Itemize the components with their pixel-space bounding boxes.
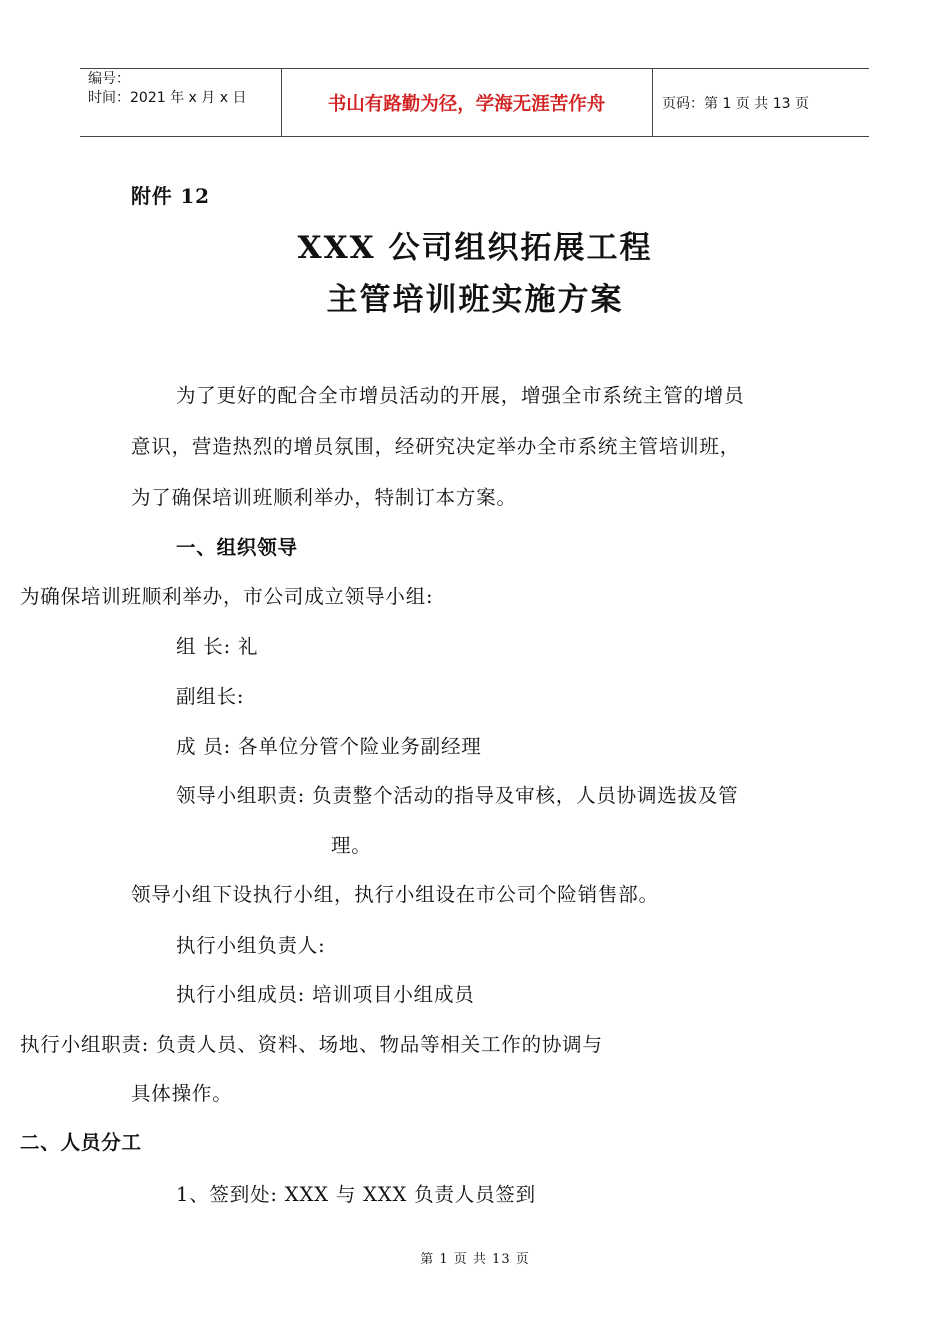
header-bottom-rule: [80, 136, 869, 137]
executive-group-head: 执行小组负责人:: [176, 934, 326, 957]
leadership-intro: 为确保培训班顺利举办，市公司成立领导小组:: [20, 585, 434, 608]
header-meta: [88, 70, 246, 108]
header-divider-right: [652, 68, 653, 136]
executive-group-members: 执行小组成员: 培训项目小组成员: [176, 983, 475, 1006]
document-title-line-2: 主管培训班实施方案: [326, 282, 624, 318]
leadership-duty-line-2: 理。: [331, 834, 372, 857]
intro-paragraph-line-1: 为了更好的配合全市增员活动的开展，增强全市系统主管的增员: [176, 384, 745, 407]
document-title-line-1: XXX 公司组织拓展工程: [297, 230, 653, 266]
group-members: 成 员: 各单位分管个险业务副经理: [176, 735, 482, 758]
header-motto: 书山有路勤为径，学海无涯苦作舟: [327, 94, 606, 115]
leadership-duty-line-1: 领导小组职责: 负责整个活动的指导及审核，人员协调选拔及管: [176, 784, 739, 807]
executive-duty-line-2: 具体操作。: [131, 1082, 233, 1105]
executive-group-note: 领导小组下设执行小组，执行小组设在市公司个险销售部。: [131, 883, 659, 906]
header-page-info: 页码：第 1 页 共 13 页: [662, 96, 809, 112]
signin-assignment: 1、签到处: XXX 与 XXX 负责人员签到: [176, 1183, 536, 1206]
intro-paragraph-line-2: 意识，营造热烈的增员氛围，经研究决定举办全市系统主管培训班，: [131, 435, 741, 458]
attachment-label: 附件 12: [131, 184, 210, 208]
section-heading-organization: 一、组织领导: [176, 536, 298, 559]
document-date: 时间：2021 年 x 月 x 日: [88, 90, 247, 106]
section-heading-staffing: 二、人员分工: [20, 1131, 142, 1154]
page-footer: 第 1 页 共 13 页: [420, 1252, 530, 1267]
deputy-leader: 副组长:: [176, 685, 245, 708]
intro-paragraph-line-3: 为了确保培训班顺利举办，特制订本方案。: [131, 486, 517, 509]
header-top-rule: [80, 68, 869, 69]
document-number-label: 编号：: [88, 71, 130, 87]
group-leader: 组 长: 礼: [176, 635, 259, 658]
executive-duty-line-1: 执行小组职责: 负责人员、资料、场地、物品等相关工作的协调与: [20, 1033, 603, 1056]
